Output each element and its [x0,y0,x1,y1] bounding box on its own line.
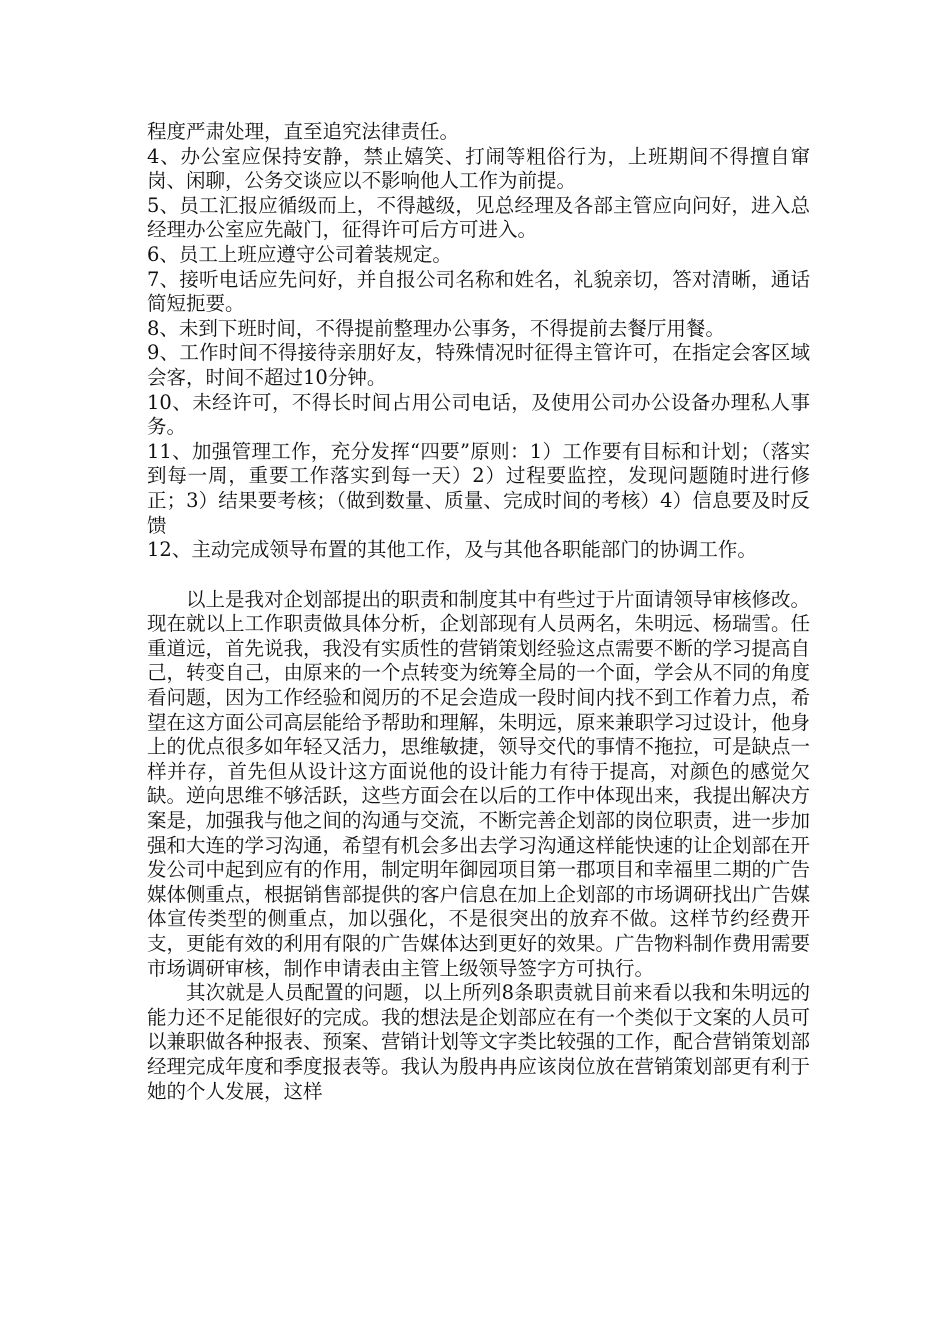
list-item-8: 8、未到下班时间，不得提前整理办公事务，不得提前去餐厅用餐。 [147,316,725,340]
list-item-10: 10、未经许可，不得长时间占用公司电话，及使用公司办公设备办理私人事务。 [147,390,810,439]
list-item-continuation: 程度严肃处理，直至追究法律责任。 [147,120,460,143]
list-item-9: 9、工作时间不得接待亲朋好友，特殊情况时征得主管许可，在指定会客区域会客，时间不超过10分钟。 [147,341,810,389]
list-item-7: 7、接听电话应先问好，并自报公司名称和姓名，礼貌亲切，答对清晰，通话简短扼要。 [147,267,810,316]
list-item-11: 11、加强管理工作，充分发挥“四要”原则：1）工作要有目标和计划；（落实到每一周，重要工作落实到每一天）2）过程要监控，发现问题随时进行修正；3）结果要考核；（做到数量、质量、完成时间的考核）4）信息要及时反馈 [147,439,810,537]
analysis-paragraph: 以上是我对企划部提出的职责和制度其中有些过于片面请领导审核修改。现在就以上工作职责做具体分析，企划部现有人员两名，朱明远、杨瑞雪。任重道远，首先说我，我没有实质性的营销策划经验这点需要不断的学习提高自己，转变自己，由原来的一个点转变为统筹全局的一个面，学会从不同的角度看问题，因为工作经验和阅历的不足会造成一段时间内找不到工作着力点，希望在这方面公司高层能给予帮助和理解，朱明远，原来兼职学习过设计，他身上的优点很多如年轻又活力，思维敏捷，领导交代的事情不拖拉，可是缺点一样并存，首先但从设计这方面说他的设计能力有待于提高，对颜色的感觉欠缺。逆向思维不够活跃，这些方面会在以后的工作中体现出来，我提出解决方案是，加强我与他之间的沟通与交流，不断完善企划部的岗位职责，进一步加强和大连的学习沟通，希望有机会多出去学习沟通这样能快速的让企划部在开发公司中起到应有的作用，制定明年御园项目第一郡项目和幸福里二期的广告媒体侧重点，根据销售部提供的客户信息在加上企划部的市场调研找出广告媒体宣传类型的侧重点，加以强化，不是很突出的放弃不做。这样节约经费开支，更能有效的利用有限的广告媒体达到更好的效果。广告物料制作费用需要市场调研审核，制作申请表由主管上级领导签字方可执行。 [147,587,811,980]
paragraph-spacer [147,563,810,588]
list-item-4: 4、办公室应保持安静，禁止嬉笑、打闹等粗俗行为，上班期间不得擅自窜岗、闲聊，公务交谈应以不影响他人工作为前提。 [147,144,810,193]
list-item-5: 5、员工汇报应循级而上，不得越级，见总经理及各部主管应向问好，进入总经理办公室应先敲门，征得许可后方可进入。 [147,193,810,242]
staffing-paragraph: 其次就是人员配置的问题，以上所列8条职责就目前来看以我和朱明远的能力还不足能很好的完成。我的想法是企划部应在有一个类似于文案的人员可以兼职做各种报表、预案、营销计划等文字类比较强的工作，配合营销策划部经理完成年度和季度报表等。我认为殷冉冉应该岗位放在营销策划部更有利于她的个人发展，这样 [147,981,811,1103]
list-item-12: 12、主动完成领导布置的其他工作，及与其他各职能部门的协调工作。 [147,538,757,562]
list-item-6: 6、员工上班应遵守公司着装规定。 [147,242,452,266]
document-body [147,120,810,1104]
